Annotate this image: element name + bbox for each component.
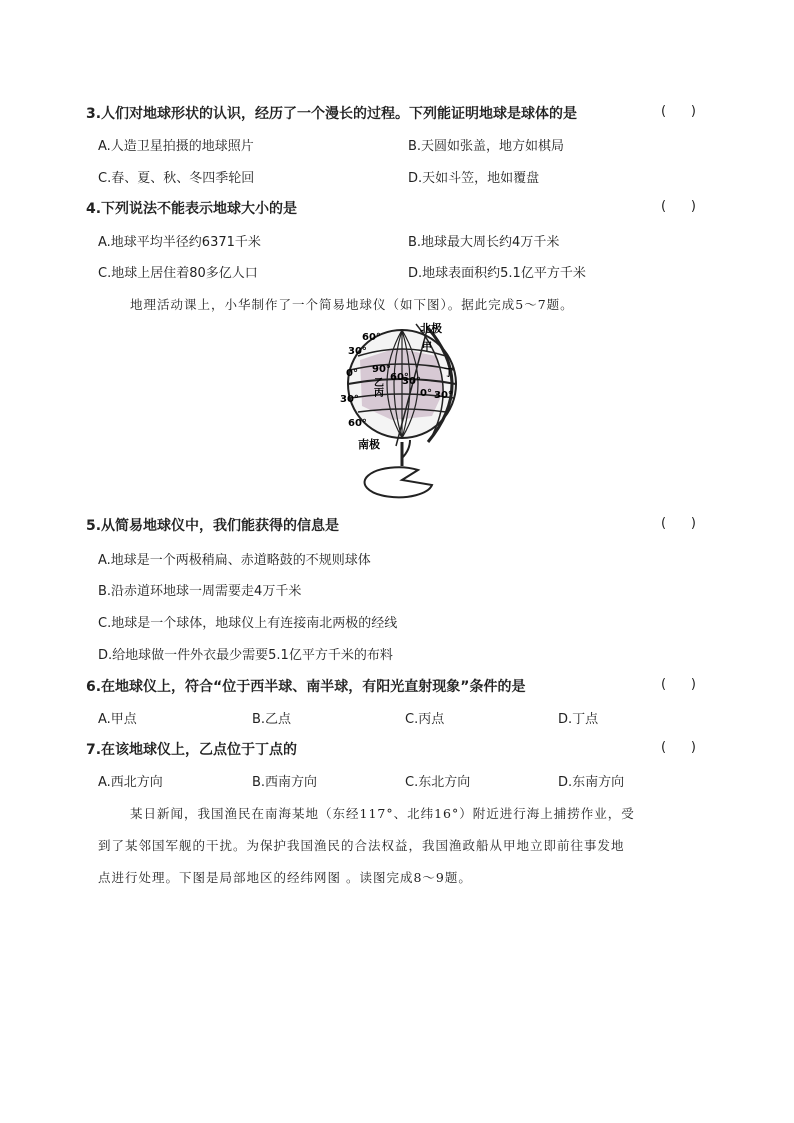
question-4-stem: 4.下列说法不能表示地球大小的是: [86, 201, 298, 217]
point-jia: 甲: [422, 342, 432, 353]
point-ding: 丁: [444, 368, 454, 379]
option-3d: D.天如斗笠，地如覆盘: [408, 171, 540, 186]
answer-bracket-5[interactable]: ( ): [661, 516, 696, 531]
option-6d: D.丁点: [558, 712, 599, 727]
intro-5-7: 地理活动课上，小华制作了一个简易地球仪（如下图）。据此完成5～7题。: [130, 297, 574, 312]
passage-line-3: 点进行处理。下图是局部地区的经纬网图 。读图完成8～9题。: [98, 870, 472, 885]
option-7a: A.西北方向: [98, 775, 163, 790]
answer-bracket-4[interactable]: ( ): [661, 199, 696, 214]
lat-label-60s: 60°: [348, 418, 367, 429]
lon-label-30a: 30°: [402, 376, 421, 387]
north-pole-label: 北极: [420, 322, 442, 335]
lon-label-90: 90°: [372, 364, 391, 375]
lat-label-30n: 30°: [348, 346, 367, 357]
lat-label-30s: 30°: [340, 394, 359, 405]
option-4a: A.地球平均半径约6371千米: [98, 235, 261, 250]
passage-line-1: 某日新闻，我国渔民在南海某地（东经117°、北纬16°）附近进行海上捕捞作业，受: [130, 806, 635, 821]
passage-line-2: 到了某邻国军舰的干扰。为保护我国渔民的合法权益，我国渔政船从甲地立即前往事发地: [98, 838, 625, 853]
option-3a: A.人造卫星拍摄的地球照片: [98, 139, 254, 154]
south-pole-label: 南极: [358, 438, 380, 451]
option-6b: B.乙点: [252, 712, 292, 727]
lat-label-0: 0°: [346, 368, 358, 379]
option-5b: B.沿赤道环地球一周需要走4万千米: [98, 584, 302, 599]
answer-bracket-3[interactable]: ( ): [661, 104, 696, 119]
option-5c: C.地球是一个球体，地球仪上有连接南北两极的经线: [98, 616, 398, 631]
globe-figure: [336, 320, 476, 500]
option-6c: C.丙点: [405, 712, 445, 727]
option-4c: C.地球上居住着80多亿人口: [98, 266, 258, 281]
point-yi: 乙: [374, 378, 384, 389]
lat-label-60n: 60°: [362, 332, 381, 343]
option-5d: D.给地球做一件外衣最少需要5.1亿平方千米的布料: [98, 648, 393, 663]
option-6a: A.甲点: [98, 712, 137, 727]
point-bing: 丙: [374, 388, 384, 399]
question-3-stem: 3.人们对地球形状的认识，经历了一个漫长的过程。下列能证明地球是球体的是: [86, 106, 578, 122]
option-4d: D.地球表面积约5.1亿平方千米: [408, 266, 586, 281]
question-6-stem: 6.在地球仪上，符合“位于西半球、南半球，有阳光直射现象”条件的是: [86, 679, 526, 695]
answer-bracket-7[interactable]: ( ): [661, 740, 696, 755]
question-7-stem: 7.在该地球仪上，乙点位于丁点的: [86, 742, 298, 758]
answer-bracket-6[interactable]: ( ): [661, 677, 696, 692]
lon-label-0: 0°: [420, 388, 432, 399]
option-3b: B.天圆如张盖，地方如棋局: [408, 139, 565, 154]
lon-label-30b: 30°: [434, 390, 453, 401]
option-7d: D.东南方向: [558, 775, 625, 790]
question-5-stem: 5.从简易地球仪中，我们能获得的信息是: [86, 518, 340, 534]
lon-label-60: 60°: [390, 372, 409, 383]
option-7c: C.东北方向: [405, 775, 471, 790]
option-7b: B.西南方向: [252, 775, 318, 790]
option-5a: A.地球是一个两极稍扁、赤道略鼓的不规则球体: [98, 553, 371, 568]
option-3c: C.春、夏、秋、冬四季轮回: [98, 171, 255, 186]
option-4b: B.地球最大周长约4万千米: [408, 235, 560, 250]
